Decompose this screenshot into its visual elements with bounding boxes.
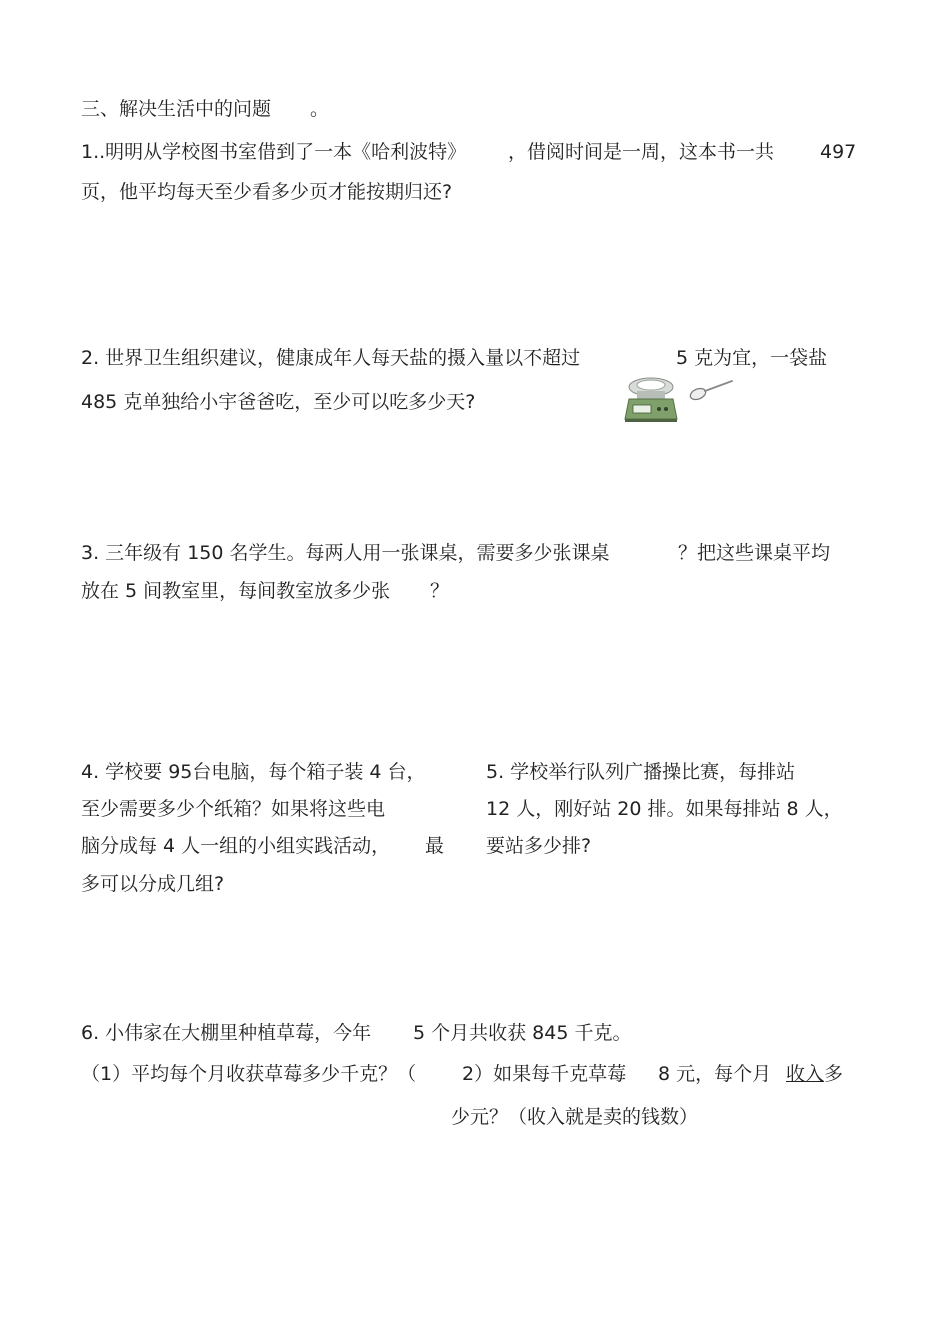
q6-line1-b: 5 个月共收获 845 千克。: [413, 1022, 632, 1044]
q3-line2-b: ？: [430, 580, 450, 602]
q1-line2: 页，他平均每天至少看多少页才能按期归还?: [81, 181, 453, 203]
q6-line2-a: （1）平均每个月收获草莓多少千克？（: [81, 1063, 417, 1085]
q4-line3: 脑分成每 4 人一组的小组实践活动，: [81, 835, 391, 857]
q4-line4: 多可以分成几组?: [81, 873, 225, 895]
q1-line1-a: 1..明明从学校图书室借到了一本《哈利波特》: [81, 141, 467, 163]
section-title: 三、解决生活中的问题: [81, 98, 272, 120]
q5-line2: 12 人，刚好站 20 排。如果每排站 8 人，: [486, 798, 843, 820]
q6-line1-a: 6. 小伟家在大棚里种植草莓，今年: [81, 1022, 372, 1044]
q1-pages: 497: [820, 141, 857, 163]
q6-line2-d: 收入: [786, 1063, 825, 1085]
q6-line2-c: 8 元，每个月: [658, 1063, 772, 1085]
q4-line1: 4. 学校要 95台电脑，每个箱子装 4 台，: [81, 761, 426, 783]
q3-line2: 放在 5 间教室里，每间教室放多少张: [81, 580, 391, 602]
section-title-end: 。: [310, 98, 330, 120]
q4-line3-b: 最: [425, 835, 445, 857]
q1-line1-b: ，借阅时间是一周，这本书一共: [508, 141, 775, 163]
q2-line2: 485 克单独给小宇爸爸吃，至少可以吃多少天?: [81, 391, 476, 413]
q5-line1: 5. 学校举行队列广播操比赛，每排站: [486, 761, 796, 783]
q6-line3: 少元？（收入就是卖的钱数）: [451, 1106, 699, 1128]
q5-line3: 要站多少排?: [486, 835, 592, 857]
q3-line1-b: ？把这些课桌平均: [678, 542, 831, 564]
q2-line1-a: 2. 世界卫生组织建议，健康成年人每天盐的摄入量以不超过: [81, 347, 581, 369]
spoon-icon: [688, 378, 734, 404]
q4-line2: 至少需要多少个纸箱？如果将这些电: [81, 798, 386, 820]
q6-line2-b: 2）如果每千克草莓: [462, 1063, 627, 1085]
q6-line2-e: 多: [824, 1063, 844, 1085]
kitchen-scale-icon: [623, 371, 679, 423]
q2-line1-b: 5 克为宜，一袋盐: [676, 347, 828, 369]
q3-line1-a: 3. 三年级有 150 名学生。每两人用一张课桌，需要多少张课桌: [81, 542, 610, 564]
